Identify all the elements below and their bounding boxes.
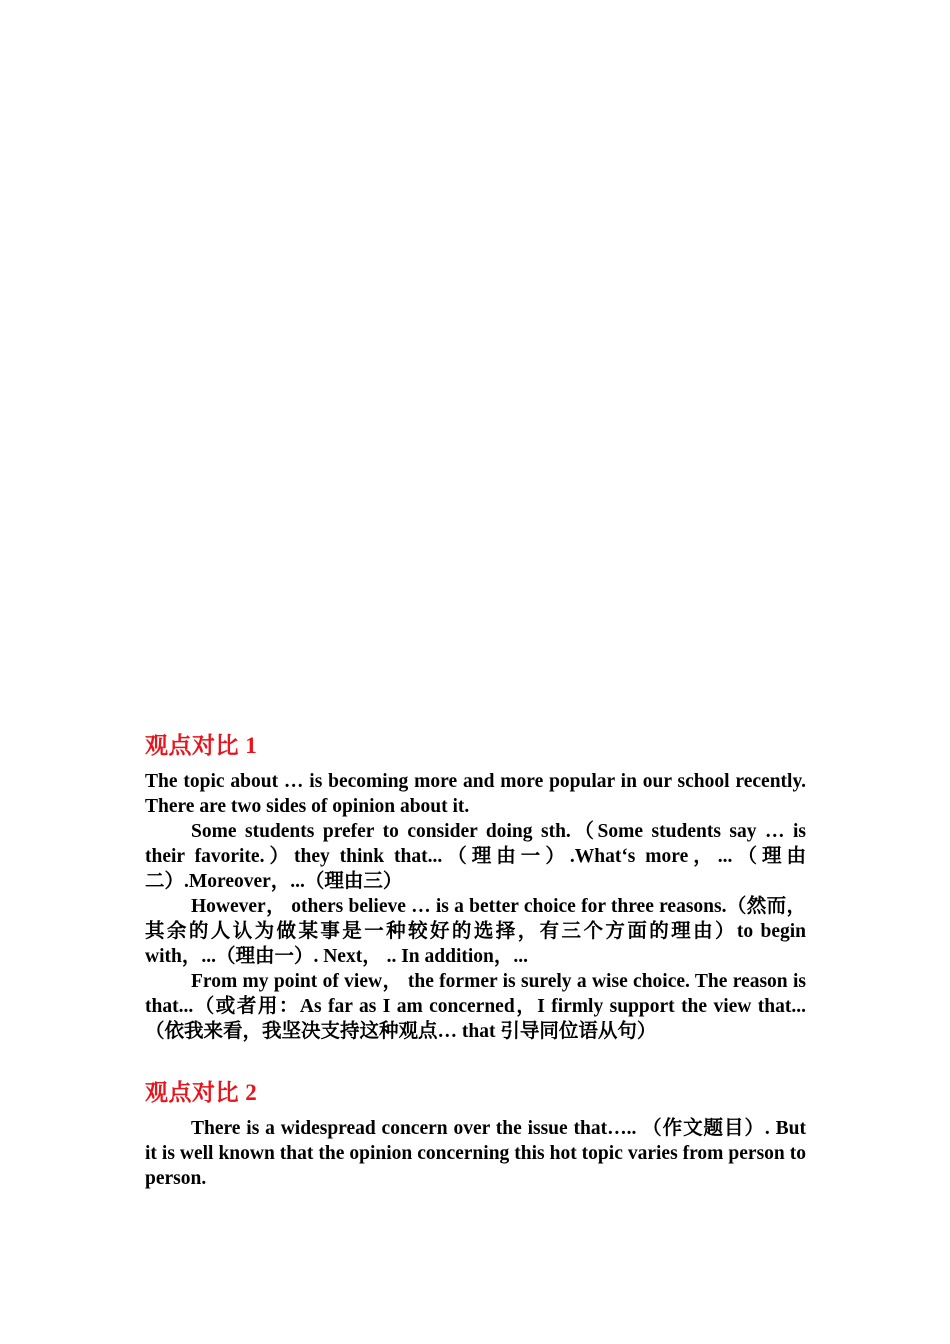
paragraph-first-view: Some students prefer to consider doing sth.（Some students say … is their favorite.）they think that...（理由一）.What‘s more，...（理由二）.Moreover，...（理由三） [145,821,806,892]
paragraph-own-view: From my point of view， the former is surely a wise choice. The reason is that...（或者用：As far as I am concerned，I firmly support the view that...（依我来看，我坚决支持这种观点… that 引导同位语从句） [145,971,806,1042]
document-content [145,731,806,1191]
section-heading-2: 观点对比 2 [145,1080,258,1105]
section-heading-1: 观点对比 1 [145,733,258,758]
paragraph-concern: There is a widespread concern over the issue that….. （作文题目）. But it is well known that the opinion concerning this hot topic varies from person to person. [145,1118,806,1189]
paragraph-second-view: However， others believe … is a better choice for three reasons.（然而，其余的人认为做某事是一种较好的选择，有三个方面的理由）to begin with，...（理由一）. Next， .. In addition，... [145,896,806,967]
paragraph-intro: The topic about … is becoming more and more popular in our school recently. There are two sides of opinion about it. [145,771,806,817]
